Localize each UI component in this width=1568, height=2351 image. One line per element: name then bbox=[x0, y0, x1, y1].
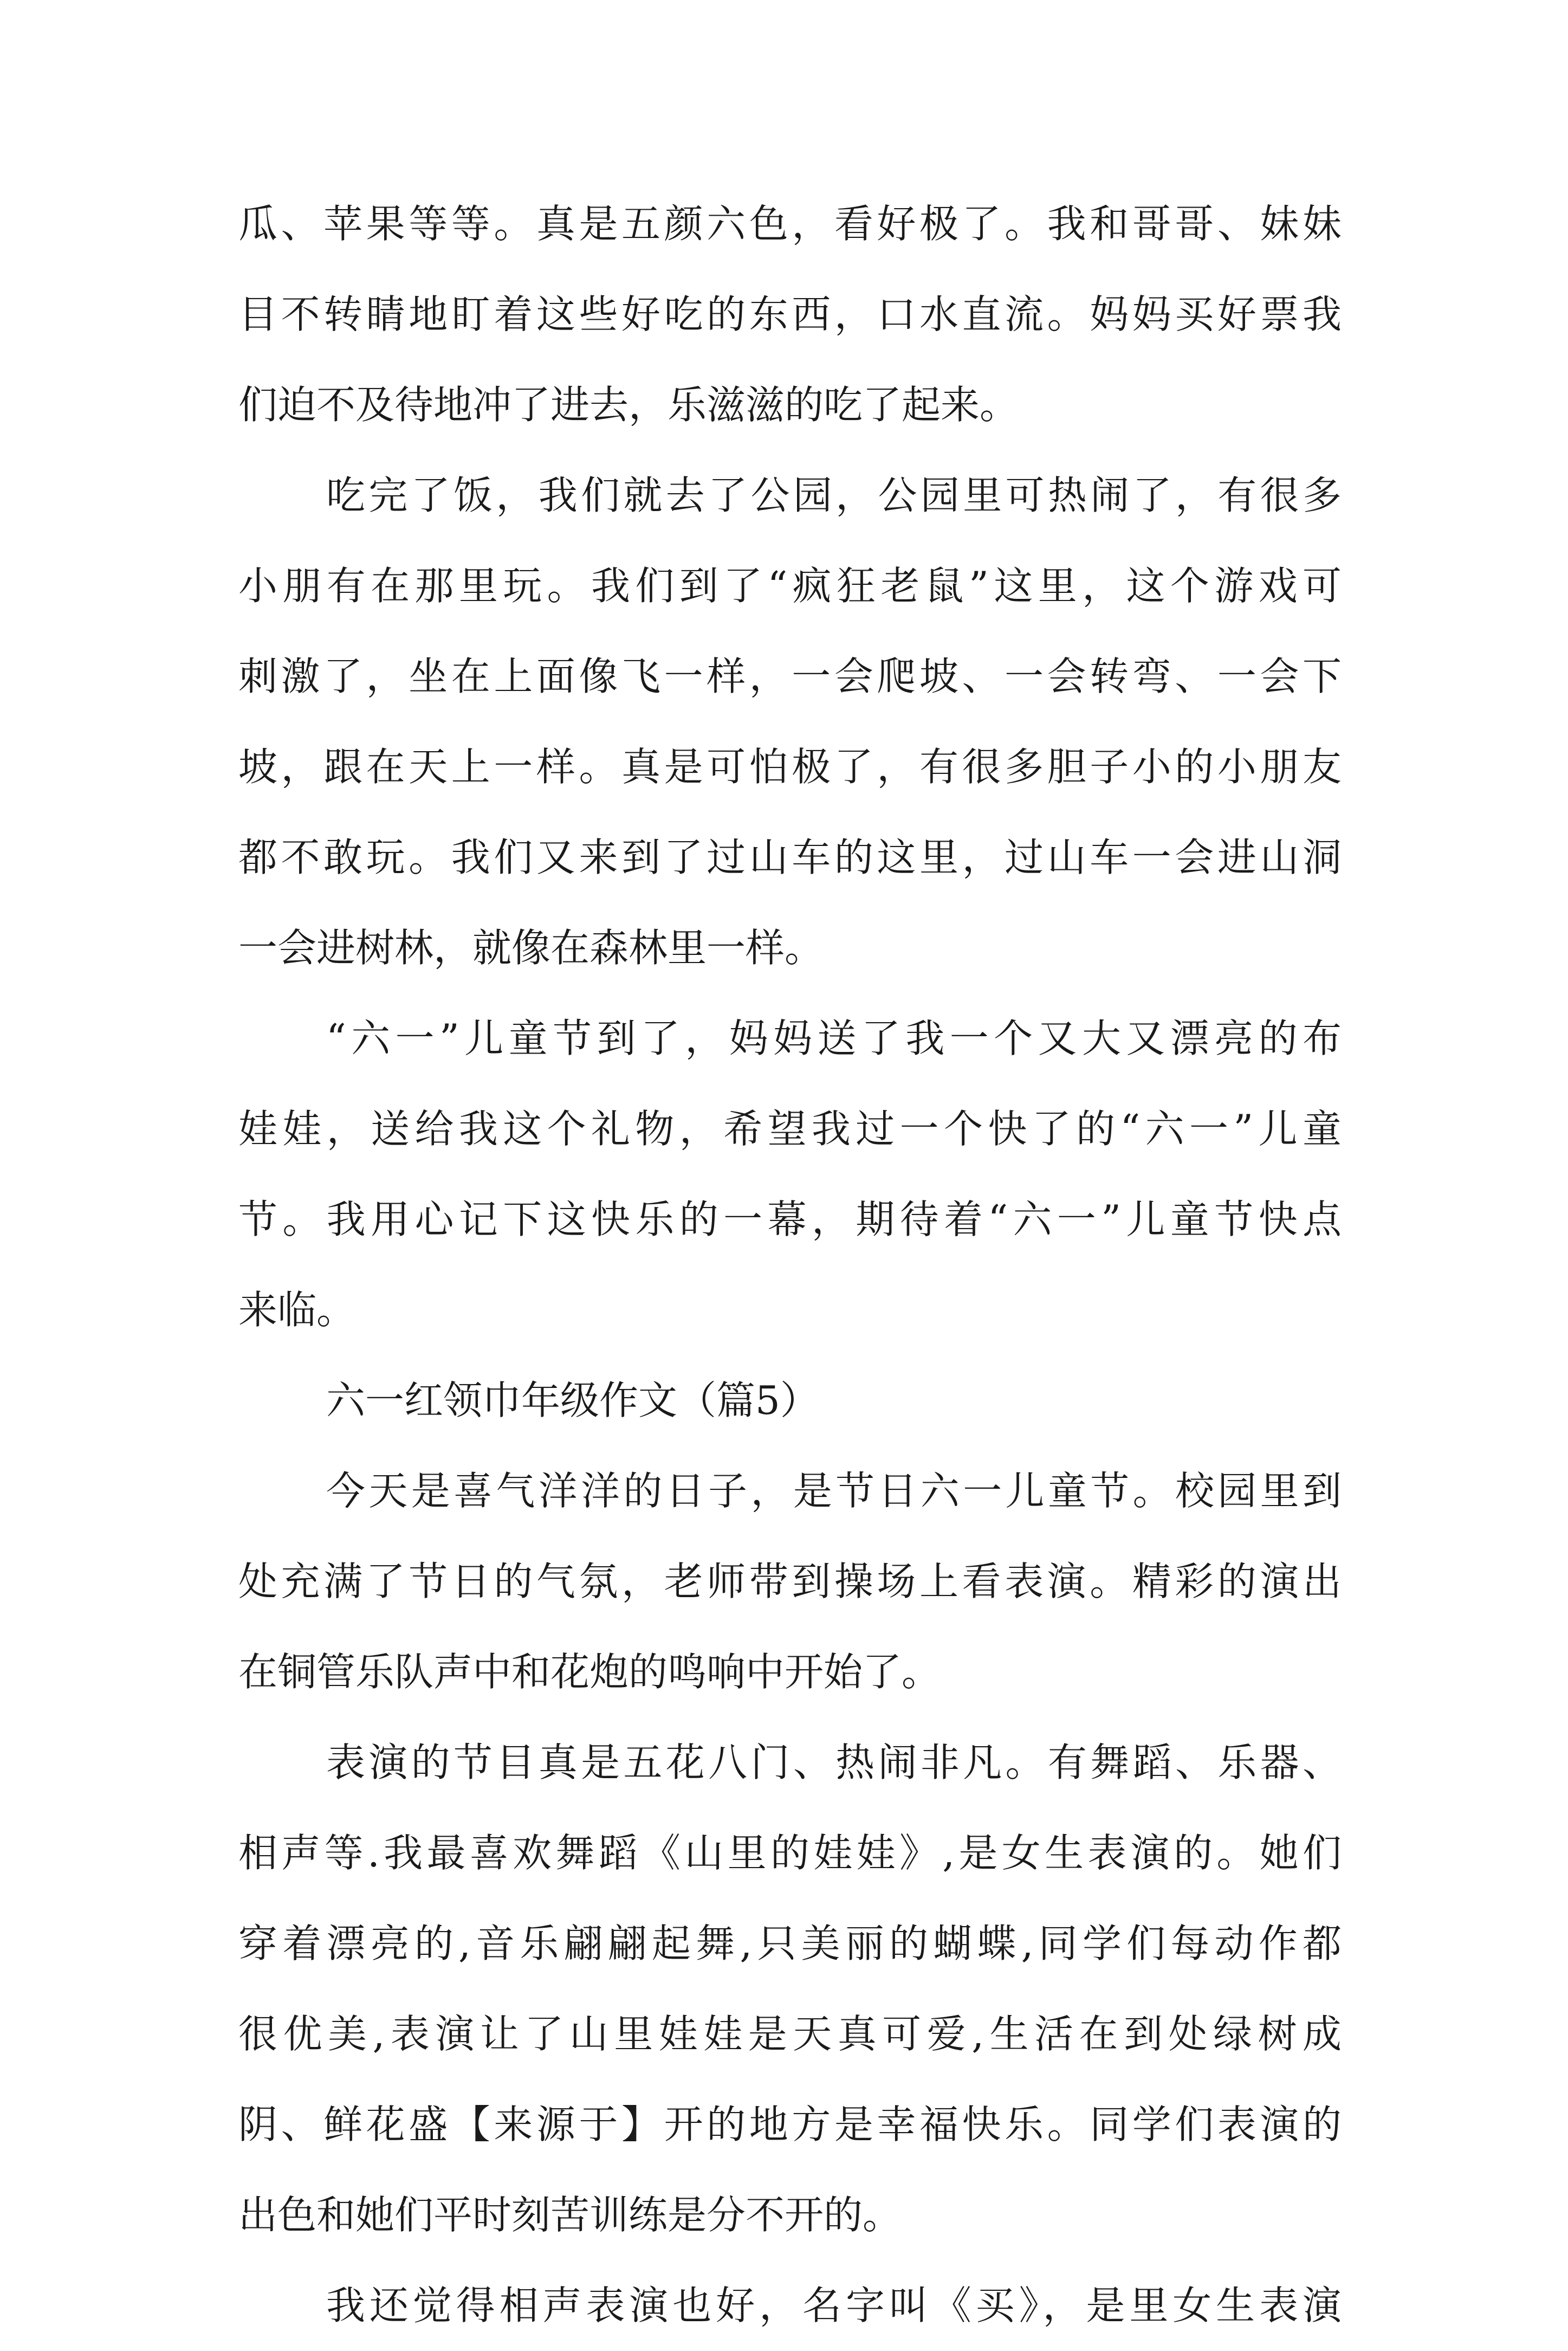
text-line: 小朋有在那里玩。我们到了“疯狂老鼠”这里，这个游戏可 bbox=[238, 563, 1342, 609]
text-line: 节。我用心记下这快乐的一幕，期待着“六一”儿童节快点 bbox=[238, 1197, 1342, 1242]
document-body bbox=[238, 179, 1342, 2351]
paragraph-1 bbox=[238, 179, 1342, 450]
text-line: 出色和她们平时刻苦训练是分不开的。 bbox=[238, 2192, 902, 2238]
text-line: 们迫不及待地冲了进去，乐滋滋的吃了起来。 bbox=[238, 382, 1019, 428]
text-line: 坡，跟在天上一样。真是可怕极了，有很多胆子小的小朋友 bbox=[238, 744, 1342, 790]
text-line: “六一”儿童节到了，妈妈送了我一个又大又漂亮的布 bbox=[326, 1016, 1342, 1061]
text-line: 吃完了饭，我们就去了公园，公园里可热闹了，有很多 bbox=[326, 473, 1342, 518]
paragraph-5 bbox=[238, 1717, 1342, 2260]
text-line: 都不敢玩。我们又来到了过山车的这里，过山车一会进山洞 bbox=[238, 835, 1342, 880]
section-heading-text: 六一红领巾年级作文（篇5） bbox=[326, 1378, 819, 1423]
text-line: 在铜管乐队声中和花炮的鸣响中开始了。 bbox=[238, 1649, 941, 1695]
text-line: 刺激了，坐在上面像飞一样，一会爬坡、一会转弯、一会下 bbox=[238, 654, 1342, 699]
text-line: 很优美,表演让了山里娃娃是天真可爱,生活在到处绿树成 bbox=[238, 2011, 1342, 2057]
text-line: 穿着漂亮的,音乐翩翩起舞,只美丽的蝴蝶,同学们每动作都 bbox=[238, 1921, 1342, 1966]
paragraph-4 bbox=[238, 1446, 1342, 1717]
text-line: 阴、鲜花盛【来源于】开的地方是幸福快乐。同学们表演的 bbox=[238, 2102, 1342, 2147]
text-line: 娃娃，送给我这个礼物，希望我过一个快了的“六一”儿童 bbox=[238, 1106, 1342, 1152]
text-line: 瓜、苹果等等。真是五颜六色，看好极了。我和哥哥、妹妹 bbox=[238, 201, 1342, 247]
text-line: 处充满了节日的气氛，老师带到操场上看表演。精彩的演出 bbox=[238, 1559, 1342, 1604]
paragraph-6 bbox=[238, 2260, 1342, 2351]
text-line: 来临。 bbox=[238, 1287, 356, 1333]
paragraph-2 bbox=[238, 450, 1342, 993]
text-line: 目不转睛地盯着这些好吃的东西，口水直流。妈妈买好票我 bbox=[238, 292, 1342, 337]
text-line: 今天是喜气洋洋的日子，是节日六一儿童节。校园里到 bbox=[326, 1468, 1342, 1514]
text-line: 相声等.我最喜欢舞蹈《山里的娃娃》,是女生表演的。她们 bbox=[238, 1830, 1342, 1876]
text-line: 一会进树林，就像在森林里一样。 bbox=[238, 925, 824, 971]
text-line: 我还觉得相声表演也好，名字叫《买》，是里女生表演 bbox=[326, 2283, 1342, 2328]
section-heading bbox=[238, 1355, 1342, 1446]
paragraph-3 bbox=[238, 993, 1342, 1355]
text-line: 表演的节目真是五花八门、热闹非凡。有舞蹈、乐器、 bbox=[326, 1740, 1342, 1785]
